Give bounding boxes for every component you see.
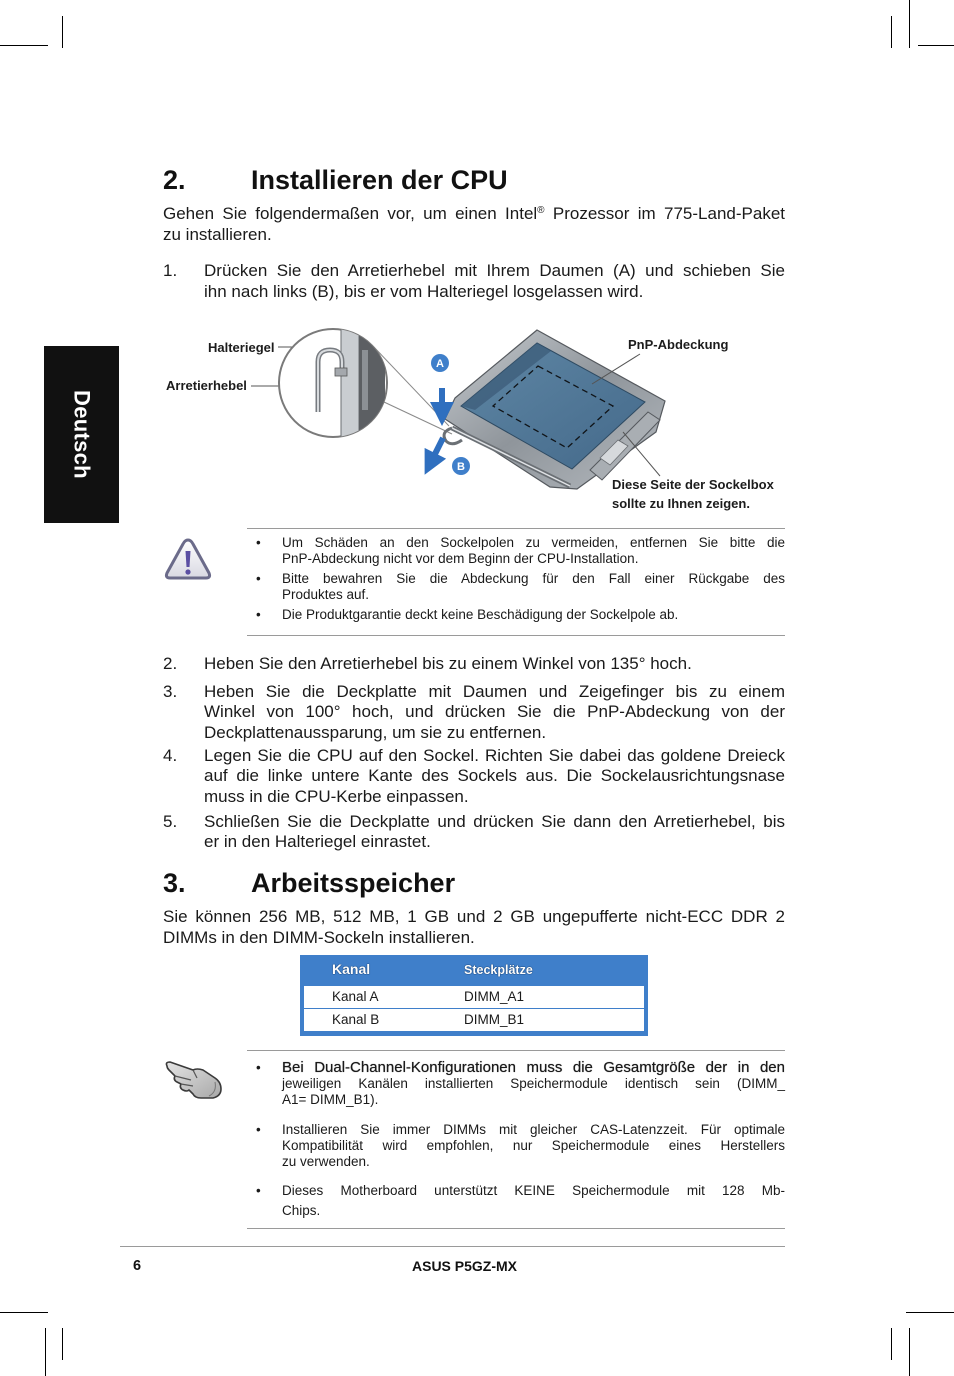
zoom-inset — [279, 328, 387, 440]
section-3-number: 3. — [163, 868, 186, 898]
intro-line: zu installieren. — [163, 225, 272, 244]
page-number: 6 — [133, 1258, 142, 1274]
slide-arrow — [430, 438, 443, 464]
section-2-number: 2. — [163, 165, 186, 195]
product-name: ASUS P5GZ-MX — [412, 1258, 518, 1274]
step-line: ihn nach links (B), bis er vom Halteriegel losgelassen wird. — [204, 282, 644, 301]
caution-line: Produktes auf. — [282, 587, 370, 602]
memory-channel-table — [300, 955, 648, 1036]
step-1-number: 1. — [163, 261, 178, 280]
note-bullet: • — [256, 1183, 261, 1198]
intro-text: Prozessor im 775-Land-Paket — [544, 204, 785, 223]
caution-bullet: • — [256, 535, 261, 550]
intro-line: Sie können 256 MB, 512 MB, 1 GB und 2 GB ungepufferte nicht-ECC DDR 2 — [163, 907, 785, 926]
note-line: A1= DIMM_B1). — [282, 1092, 379, 1107]
step-1-text — [204, 260, 785, 302]
note-line: Bei Dual-Channel-Konfigurationen muss die Gesamtgröße der in den — [282, 1059, 785, 1076]
cpu-socket-figure — [160, 320, 790, 520]
step-line: Heben Sie den Arretierhebel bis zu einem Winkel von 135° hoch. — [204, 654, 692, 673]
intro-line: DIMMs in den DIMM-Sockeln installieren. — [163, 928, 475, 947]
step-line: er in den Halteriegel einrastet. — [204, 832, 431, 852]
step-5-number: 5. — [163, 812, 178, 831]
caution-bullet: • — [256, 607, 261, 622]
intro-text: Gehen Sie folgendermaßen vor, um einen Intel — [163, 204, 538, 223]
table-row — [304, 986, 644, 1008]
caution-line: Die Produktgarantie deckt keine Beschädigung der Sockelpole ab. — [282, 607, 679, 622]
step-2-number: 2. — [163, 654, 178, 673]
section-2-title: Installieren der CPU — [251, 165, 508, 195]
step-line: Winkel von 100° hoch, und drücken Sie die PnP-Abdeckung von der — [204, 702, 785, 722]
label-sockelbox-line1: Diese Seite der Sockelbox — [612, 477, 774, 492]
label-arretierhebel: Arretierhebel — [166, 378, 247, 393]
note-bullet: • — [256, 1060, 261, 1075]
caution-item-1 — [282, 535, 785, 567]
table-cell: Kanal B — [332, 1012, 380, 1027]
marker-b-label: B — [457, 461, 465, 473]
caution-item-2 — [282, 571, 785, 603]
step-line: Legen Sie die CPU auf den Sockel. Richten Sie dabei das goldene Dreieck — [204, 746, 785, 765]
step-line: auf die linke untere Kante des Sockels aus. Die Sockelausrichtungsnase — [204, 766, 785, 786]
marker-b — [452, 457, 470, 475]
step-line: muss in die CPU-Kerbe einpassen. — [204, 786, 469, 806]
label-sockelbox-line2: sollte zu Ihnen zeigen. — [612, 496, 750, 511]
note-line: Dieses Motherboard unterstützt KEINE Speichermodule mit 128 Mb- — [282, 1183, 785, 1198]
cpu-socket-image — [444, 330, 665, 489]
note-line: Kompatibilität wird empfohlen, nur Speichermodule eines Herstellers — [282, 1138, 785, 1153]
caution-top-rule — [247, 528, 785, 529]
step-2-text — [204, 654, 785, 674]
label-pnp-abdeckung: PnP-Abdeckung — [628, 337, 729, 352]
caution-line: Um Schäden an den Sockelpolen zu vermeiden, entfernen Sie bitte die — [282, 535, 785, 550]
table-header-cell: Kanal — [332, 961, 371, 977]
caution-item-3 — [282, 607, 785, 623]
label-halteriegel: Halteriegel — [208, 340, 275, 355]
step-4-number: 4. — [163, 746, 178, 765]
note-line: Installieren Sie immer DIMMs mit gleicher CAS-Latenzzeit. Für optimale — [282, 1122, 785, 1137]
footer-rule — [120, 1246, 785, 1247]
step-5-text — [204, 812, 785, 853]
table-cell: DIMM_A1 — [464, 989, 525, 1004]
table-header-cell: Steckplätze — [464, 963, 533, 977]
pointing-hand-icon — [163, 1056, 225, 1102]
step-line: Deckplattenaussparung, um sie zu entfernen. — [204, 722, 547, 742]
note-item-2 — [282, 1122, 785, 1170]
warning-triangle-icon — [163, 536, 213, 582]
note-top-rule — [247, 1050, 785, 1051]
step-line: Schließen Sie die Deckplatte und drücken Sie dann den Arretierhebel, bis — [204, 812, 785, 831]
table-row — [304, 1009, 644, 1031]
caution-line: PnP-Abdeckung nicht vor dem Beginn der CPU-Installation. — [282, 551, 639, 566]
caution-line: Bitte bewahren Sie die Abdeckung für den Fall einer Rückgabe des — [282, 571, 785, 586]
note-line: zu verwenden. — [282, 1154, 370, 1169]
note-bottom-rule — [247, 1228, 785, 1229]
note-item-3 — [282, 1181, 785, 1221]
table-cell: Kanal A — [332, 989, 379, 1004]
marker-a-label: A — [436, 358, 444, 370]
table-cell: DIMM_B1 — [464, 1012, 525, 1027]
step-line: Drücken Sie den Arretierhebel mit Ihrem Daumen (A) und schieben Sie — [204, 261, 785, 280]
step-3-text — [204, 682, 785, 743]
step-line: Heben Sie die Deckplatte mit Daumen und Zeigefinger bis zu einem — [204, 682, 785, 701]
note-line: Chips. — [282, 1203, 321, 1218]
language-tab — [44, 346, 119, 523]
note-bullet: • — [256, 1122, 261, 1137]
intro-line — [163, 203, 785, 224]
marker-a — [431, 354, 449, 372]
note-line: jeweiligen Kanälen installierten Speichermodule identisch sein (DIMM_ — [282, 1076, 785, 1091]
caution-bottom-rule — [247, 635, 785, 636]
section-2-intro — [163, 203, 785, 245]
note-item-1 — [282, 1060, 785, 1108]
section-3-title: Arbeitsspeicher — [251, 868, 456, 898]
step-3-number: 3. — [163, 682, 178, 701]
table-header — [300, 955, 648, 985]
registered-mark: ® — [537, 205, 545, 216]
caution-bullet: • — [256, 571, 261, 586]
step-4-text — [204, 746, 785, 807]
section-3-intro — [163, 906, 785, 948]
language-tab-label: Deutsch — [69, 390, 95, 479]
